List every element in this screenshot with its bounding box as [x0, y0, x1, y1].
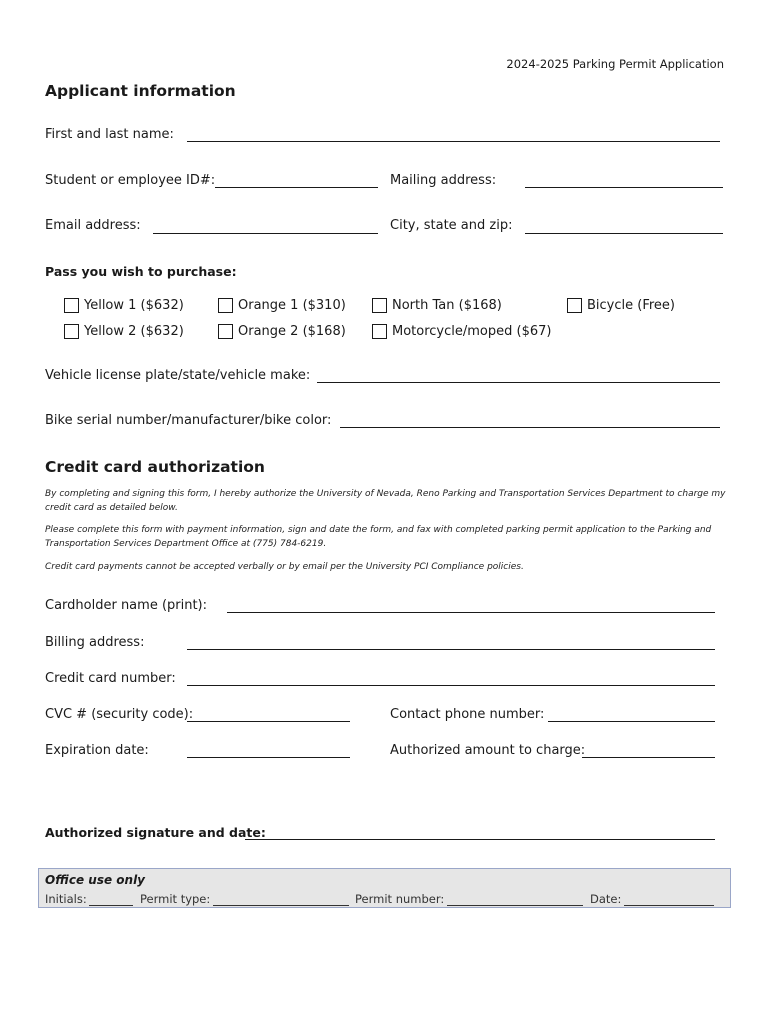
- expiration-field[interactable]: [187, 757, 350, 758]
- cardholder-label: Cardholder name (print):: [45, 598, 208, 613]
- billing-label: Billing address:: [45, 635, 145, 650]
- pass-checkbox-north-tan[interactable]: [372, 298, 387, 313]
- cardholder-field[interactable]: [227, 612, 715, 613]
- name-field[interactable]: [187, 141, 720, 142]
- card-number-label: Credit card number:: [45, 671, 176, 686]
- card-number-field[interactable]: [187, 685, 715, 686]
- expiration-label: Expiration date:: [45, 743, 149, 758]
- bike-label: Bike serial number/manufacturer/bike color:: [45, 413, 332, 428]
- applicant-heading: Applicant information: [45, 82, 236, 100]
- email-field[interactable]: [153, 233, 378, 234]
- authorization-note: By completing and signing this form, I hereby authorize the University of Nevada, Reno Parking and Transportation Services Department to charge my credit card as detailed below.: [45, 489, 726, 513]
- mailing-label: Mailing address:: [390, 173, 497, 188]
- pass-checkbox-orange-1[interactable]: [218, 298, 233, 313]
- permit-type-label: Permit type:: [140, 892, 211, 906]
- credit-heading: Credit card authorization: [45, 458, 265, 476]
- name-label: First and last name:: [45, 127, 174, 142]
- initials-label: Initials:: [45, 892, 87, 906]
- mailing-field[interactable]: [525, 187, 723, 188]
- pass-label-yellow-1: Yellow 1 ($632): [84, 298, 184, 313]
- signature-field[interactable]: [245, 839, 715, 840]
- phone-field[interactable]: [548, 721, 715, 722]
- office-use-box: [38, 868, 731, 908]
- vehicle-label: Vehicle license plate/state/vehicle make:: [45, 368, 311, 383]
- office-date-label: Date:: [590, 892, 622, 906]
- pass-label-motorcycle: Motorcycle/moped ($67): [392, 324, 552, 339]
- pass-label: Pass you wish to purchase:: [45, 264, 237, 279]
- pass-checkbox-bicycle[interactable]: [567, 298, 582, 313]
- signature-label: Authorized signature and date:: [45, 825, 266, 840]
- pci-note: Credit card payments cannot be accepted verbally or by email per the University PCI Compliance policies.: [45, 562, 524, 572]
- pass-label-orange-2: Orange 2 ($168): [238, 324, 346, 339]
- bike-field[interactable]: [340, 427, 720, 428]
- phone-label: Contact phone number:: [390, 707, 545, 722]
- id-field[interactable]: [215, 187, 378, 188]
- cvc-field[interactable]: [187, 721, 350, 722]
- initials-field[interactable]: [89, 905, 133, 906]
- pass-label-orange-1: Orange 1 ($310): [238, 298, 346, 313]
- permit-number-label: Permit number:: [355, 892, 445, 906]
- pass-checkbox-yellow-2[interactable]: [64, 324, 79, 339]
- permit-type-field[interactable]: [213, 905, 349, 906]
- amount-field[interactable]: [582, 757, 715, 758]
- office-use-title: Office use only: [45, 873, 146, 887]
- pass-checkbox-orange-2[interactable]: [218, 324, 233, 339]
- instructions-note: Please complete this form with payment information, sign and date the form, and fax with completed parking permit application to the Parking and Transportation Services Department Office at (775) 784-6219.: [45, 525, 712, 549]
- pass-label-north-tan: North Tan ($168): [392, 298, 502, 313]
- cvc-label: CVC # (security code):: [45, 707, 194, 722]
- billing-field[interactable]: [187, 649, 715, 650]
- pass-label-yellow-2: Yellow 2 ($632): [84, 324, 184, 339]
- city-label: City, state and zip:: [390, 218, 513, 233]
- vehicle-field[interactable]: [317, 382, 720, 383]
- id-label: Student or employee ID#:: [45, 173, 216, 188]
- pass-label-bicycle: Bicycle (Free): [587, 298, 675, 313]
- amount-label: Authorized amount to charge:: [390, 743, 586, 758]
- page-header-title: 2024-2025 Parking Permit Application: [506, 57, 724, 71]
- city-field[interactable]: [525, 233, 723, 234]
- office-date-field[interactable]: [624, 905, 714, 906]
- pass-checkbox-yellow-1[interactable]: [64, 298, 79, 313]
- email-label: Email address:: [45, 218, 141, 233]
- permit-number-field[interactable]: [447, 905, 583, 906]
- pass-checkbox-motorcycle[interactable]: [372, 324, 387, 339]
